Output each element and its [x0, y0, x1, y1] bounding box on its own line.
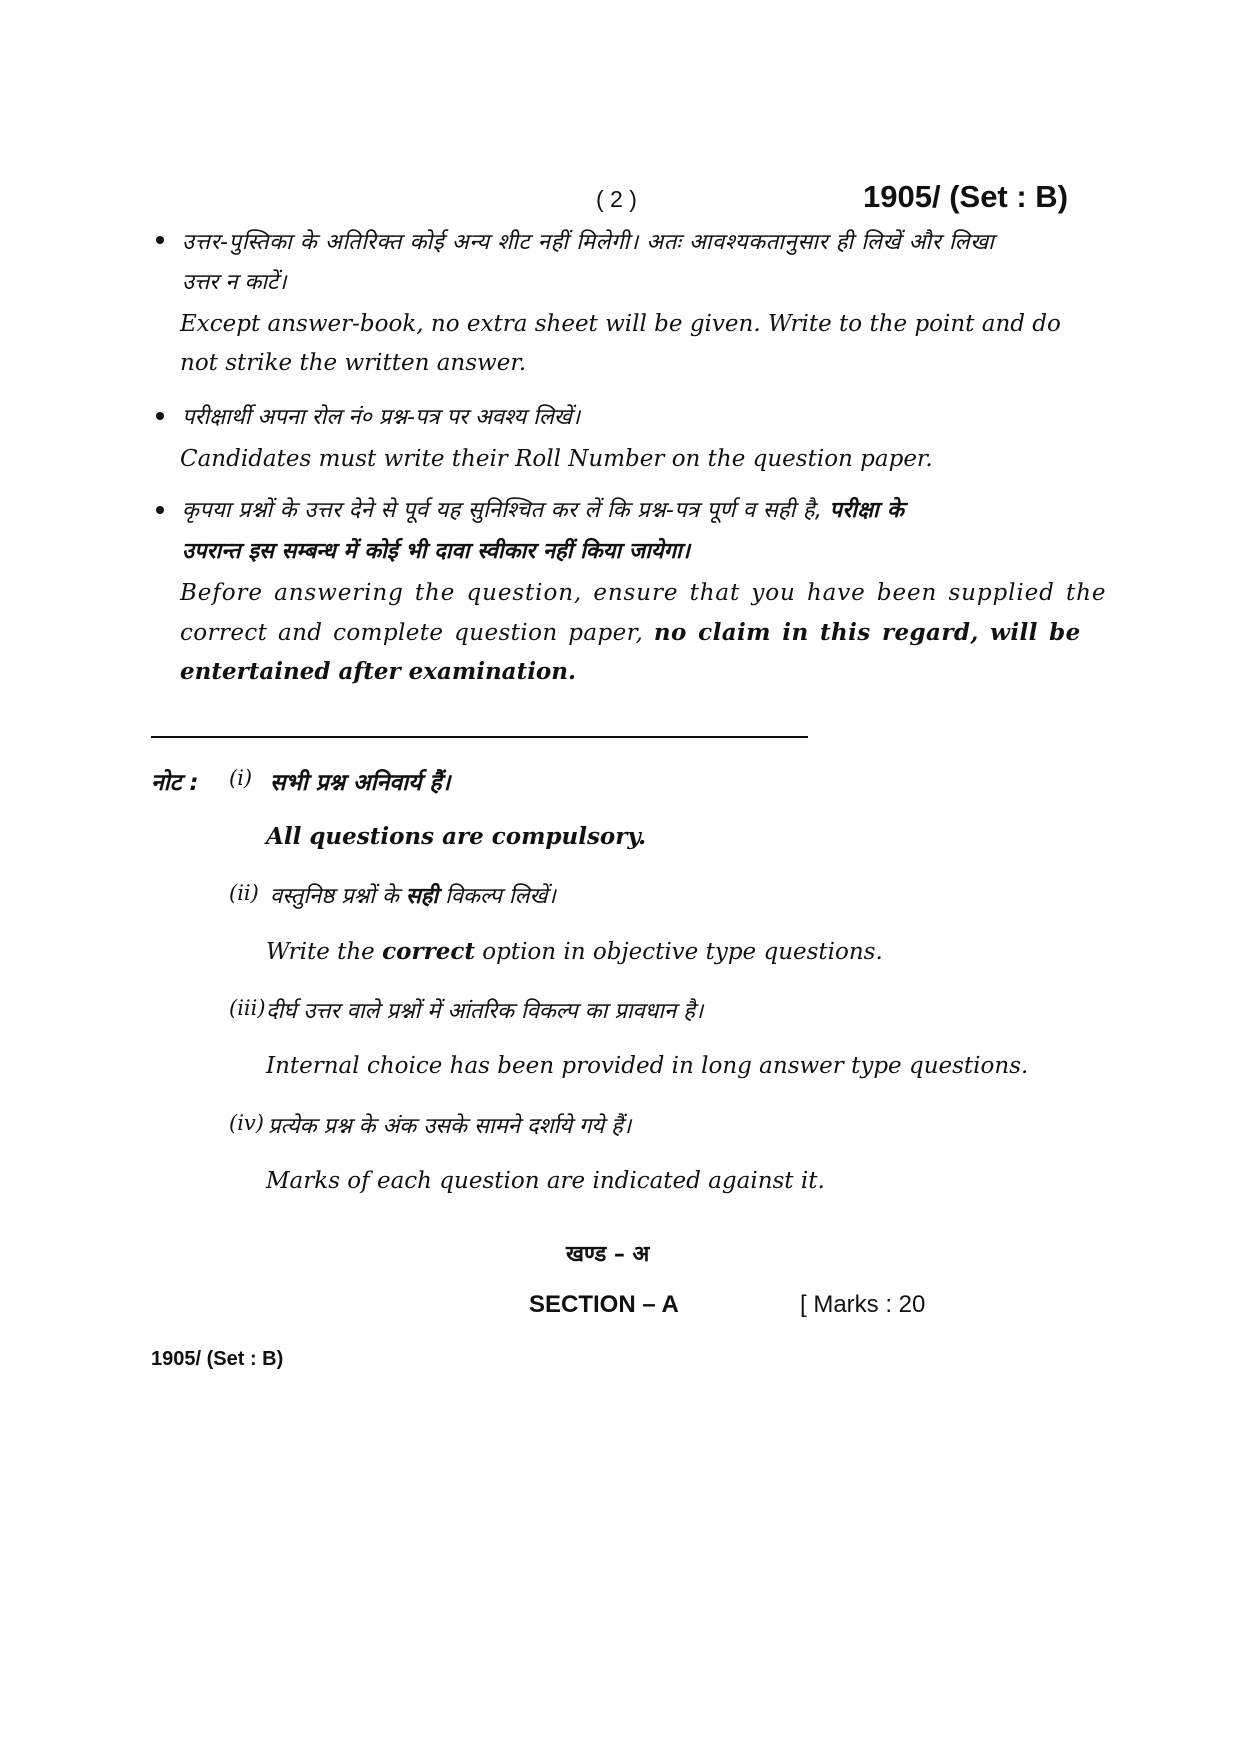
note-item-2-english-post: option in objective type questions. [482, 939, 883, 965]
section-english-title: SECTION – A [529, 1291, 679, 1318]
note-label: नोट : [151, 770, 199, 796]
instruction-3-english-line2 [180, 619, 1081, 646]
note-item-1-hindi: सभी प्रश्न अनिवार्य हैं। [270, 770, 451, 796]
divider-rule [151, 736, 808, 738]
note-item-2-english-bold: correct [382, 938, 475, 965]
instruction-3-english-plain: correct and complete question paper, [180, 620, 644, 646]
instruction-1-hindi-line1: उत्तर-पुस्तिका के अतिरिक्त कोई अन्य शीट नहीं मिलेगी। अतः आवश्यकतानुसार ही लिखें और लिखा [182, 230, 995, 255]
note-item-2-english [266, 938, 883, 965]
note-item-1-num: (i) [229, 766, 253, 790]
note-item-4-hindi: प्रत्येक प्रश्न के अंक उसके सामने दर्शाये गये हैं। [268, 1114, 632, 1139]
instruction-1-hindi-line2: उत्तर न काटें। [182, 270, 287, 295]
note-item-4-num: (iv) [229, 1111, 264, 1135]
note-item-2-num: (ii) [229, 881, 259, 905]
instruction-2-english-line1: Candidates must write their Roll Number on the question paper. [180, 446, 933, 472]
note-item-3-hindi: दीर्घ उत्तर वाले प्रश्नों में आंतरिक विकल्प का प्रावधान है। [266, 999, 704, 1024]
section-hindi-title: खण्ड – अ [566, 1242, 650, 1267]
note-item-2-english-pre: Write the [266, 939, 375, 965]
bullet [156, 506, 164, 514]
instruction-3-hindi-line1 [182, 494, 904, 524]
instruction-1-english-line2: not strike the written answer. [180, 350, 527, 376]
paper-code-header: 1905/ (Set : B) [863, 179, 1069, 214]
note-item-4-english: Marks of each question are indicated against it. [266, 1168, 825, 1194]
instruction-3-hindi-bold: परीक्षा के [829, 498, 905, 523]
instruction-3-english-line1: Before answering the question, ensure that you have been supplied the [180, 580, 1107, 606]
page-number: ( 2 ) [596, 186, 637, 212]
instruction-2-hindi-line1: परीक्षार्थी अपना रोल नं० प्रश्न-पत्र पर अवश्य लिखें। [182, 405, 581, 430]
instruction-1-english-line1: Except answer-book, no extra sheet will be given. Write to the point and do [180, 311, 1061, 337]
bullet [156, 412, 164, 420]
section-marks: [ Marks : 20 [800, 1291, 926, 1318]
note-item-2-hindi-post: विकल्प लिखें। [445, 884, 556, 909]
instruction-3-hindi-plain: कृपया प्रश्नों के उत्तर देने से पूर्व यह सुनिश्चित कर लें कि प्रश्न-पत्र पूर्ण व सही है, [182, 498, 823, 523]
note-item-2-hindi-bold: सही [405, 884, 439, 909]
instruction-3-hindi-line2: उपरान्त इस सम्बन्ध में कोई भी दावा स्वीकार नहीं किया जायेगा। [182, 539, 690, 564]
note-item-3-num: (iii) [229, 996, 266, 1020]
note-item-2-hindi-pre: वस्तुनिष्ठ प्रश्नों के [270, 884, 399, 909]
bullet [156, 236, 164, 244]
note-item-3-english: Internal choice has been provided in long answer type questions. [266, 1053, 1029, 1079]
note-item-1-english: All questions are compulsory. [266, 823, 647, 850]
note-item-2-hindi [270, 880, 556, 910]
paper-code-footer: 1905/ (Set : B) [151, 1348, 284, 1370]
instruction-3-english-bold: no claim in this regard, will be [653, 619, 1081, 646]
instruction-3-english-line3: entertained after examination. [180, 658, 576, 685]
